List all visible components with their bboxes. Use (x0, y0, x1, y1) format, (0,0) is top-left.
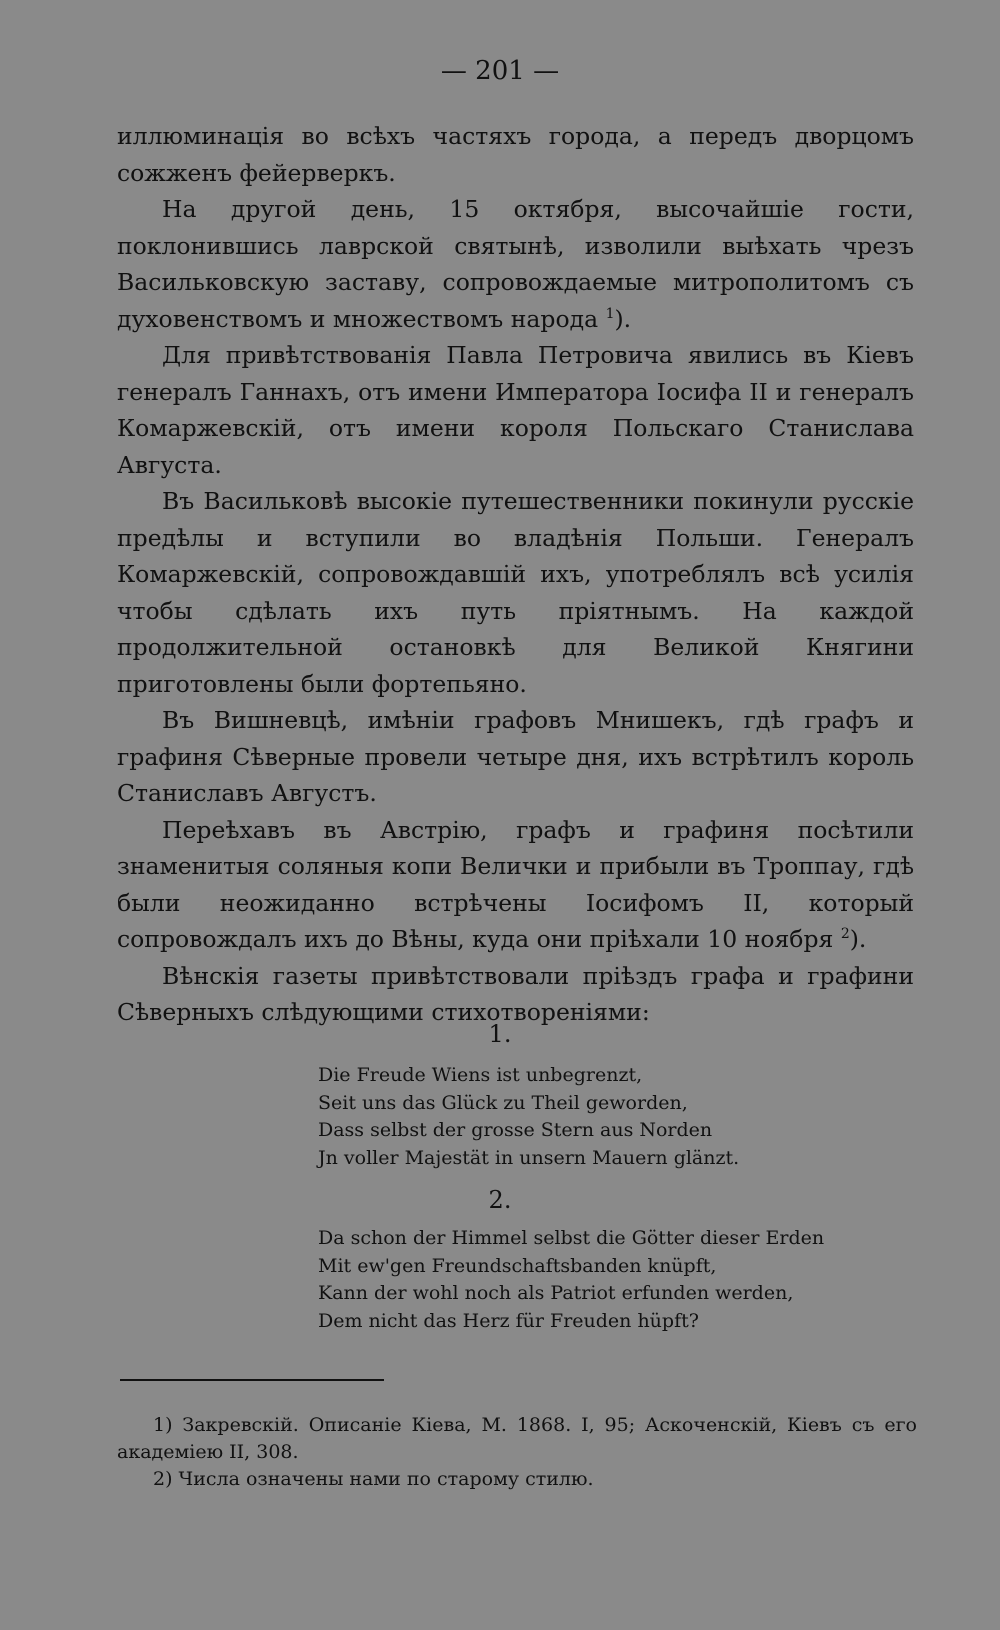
poem-line: Dem nicht das Herz für Freuden hüpft? (318, 1309, 699, 1332)
poem-line: Seit uns das Glück zu Theil geworden, (318, 1091, 688, 1114)
poem-stanza-1 (318, 1062, 878, 1172)
poem-line: Dass selbst der grosse Stern aus Norden (318, 1119, 713, 1141)
paragraph-1: иллюминація во всѣхъ частяхъ города, а передъ дворцомъ сожженъ фейерверкъ. (117, 122, 914, 187)
stanza-1-number: 1. (488, 1020, 512, 1048)
poem-line: Kann der wohl noch als Patriot erfunden werden, (318, 1282, 794, 1304)
poem-line: Jn voller Majestät in unsern Mauern glänzt. (318, 1146, 740, 1169)
paragraph-3: Для привѣтствованія Павла Петровича явились въ Кіевъ генералъ Ганнахъ, отъ имени Императора Іосифа II и генералъ Комаржевскій, отъ имени короля Польскаго Станислава Августа. (117, 341, 914, 479)
footnote-ref-2: 2 (840, 926, 850, 943)
paragraph-2 (117, 191, 914, 337)
poem-line: Da schon der Himmel selbst die Götter dieser Erden (318, 1227, 825, 1249)
poem-line: Die Freude Wiens ist unbegrenzt, (318, 1064, 643, 1086)
paragraph-6 (117, 812, 914, 958)
paragraph-2-text: На другой день, 15 октября, высочайшіе гости, поклонившись лаврской святынѣ, изволили выѣхать чрезъ Васильковскую заставу, сопровождаемые митрополитомъ съ духовенствомъ и множествомъ народа (117, 195, 914, 333)
footnote-2: 2) Числа означены нами по старому стилю. (153, 1468, 594, 1490)
paragraph-2-tail: ). (614, 304, 632, 333)
paragraph-5: Въ Вишневцѣ, имѣніи графовъ Мнишекъ, гдѣ графъ и графиня Сѣверные провели четыре дня, ихъ встрѣтилъ король Станиславъ Августъ. (117, 706, 914, 807)
paragraph-4: Въ Васильковѣ высокіе путешественники покинули русскіе предѣлы и вступили во владѣнія Польши. Генералъ Комаржевскій, сопровождавшій ихъ, употреблялъ всѣ усилія чтобы сдѣлать ихъ путь пріятнымъ. На каждой продолжительной остановкѣ для Великой Княгини приготовлены были фортепьяно. (117, 487, 914, 698)
page-number: — 201 — (440, 56, 560, 86)
poem-line: Mit ew'gen Freundschaftsbanden knüpft, (318, 1254, 717, 1277)
paragraph-6-tail: ). (849, 925, 867, 953)
paragraph-6-text: Переѣхавъ въ Австрію, графъ и графиня посѣтили знаменитыя соляныя копи Велички и прибыли въ Троппау, гдѣ были неожиданно встрѣчены Іосифомъ II, который сопровождалъ ихъ до Вѣны, куда они пріѣхали 10 ноября (117, 815, 914, 953)
poem-stanza-2 (318, 1225, 878, 1335)
body-text (117, 118, 914, 1031)
footnote-divider (120, 1379, 384, 1381)
footnotes (117, 1412, 917, 1493)
footnote-ref-1: 1 (605, 305, 615, 322)
footnote-1: 1) Закревскій. Описаніе Кіева, М. 1868. I, 95; Аскоченскій, Кіевъ съ его академіею II, 308. (117, 1414, 917, 1463)
stanza-2-number: 2. (488, 1186, 512, 1214)
paragraph-7: Вѣнскія газеты привѣтствовали пріѣздъ графа и графини Сѣверныхъ слѣдующими стихотвореніями: (117, 961, 914, 1026)
